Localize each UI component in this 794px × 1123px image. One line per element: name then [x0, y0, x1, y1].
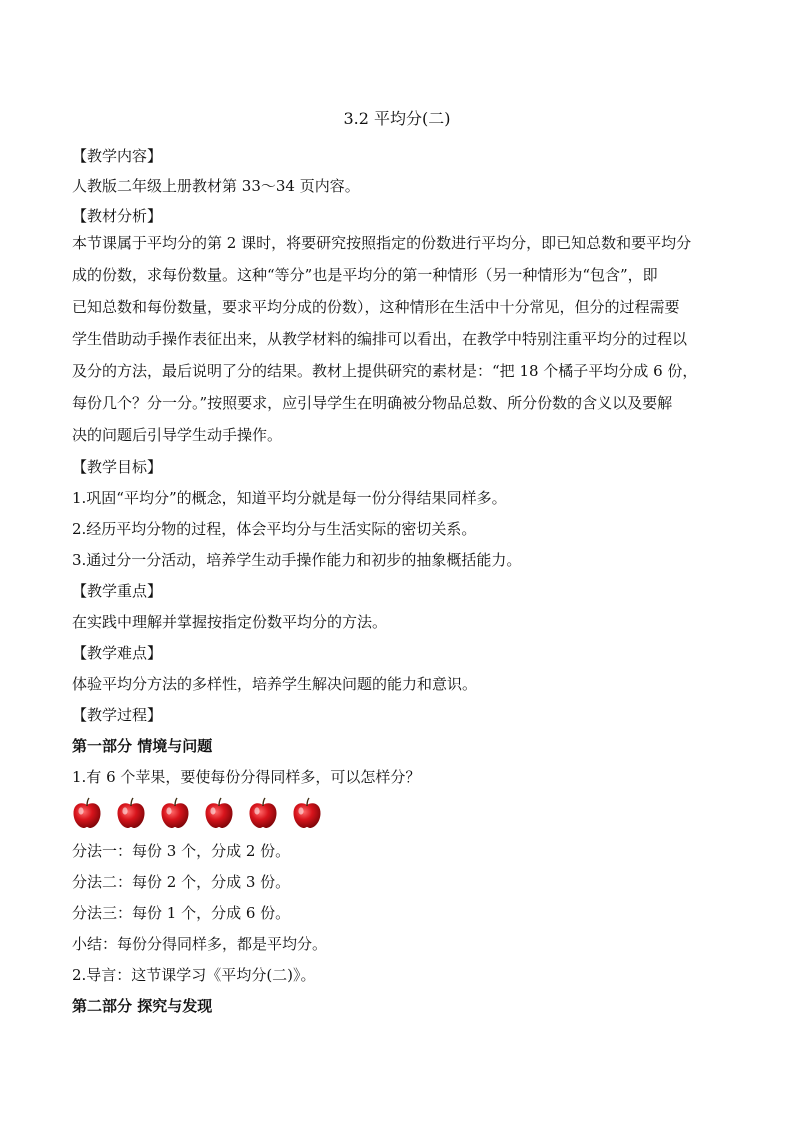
analysis-line: 学生借助动手操作表征出来，从教学材料的编排可以看出，在教学中特别注重平均分的过程以: [72, 330, 688, 348]
difficulty-text: 体验平均分方法的多样性，培养学生解决问题的能力和意识。: [72, 675, 478, 693]
goal-item: 3.通过分一分活动，培养学生动手操作能力和初步的抽象概括能力。: [72, 551, 522, 569]
question-1: 1.有 6 个苹果，要使每份分得同样多，可以怎样分？: [72, 768, 421, 786]
analysis-line: 每份几个？分一分。”按照要求，应引导学生在明确被分物品总数、所分份数的含义以及要解: [72, 394, 673, 412]
analysis-line: 成的份数，求每份数量。这种“等分”也是平均分的第一种情形（另一种情形为“包含”，即: [72, 266, 658, 284]
apple-icon: [204, 797, 234, 829]
heading-process: 【教学过程】: [72, 706, 163, 724]
analysis-line: 本节课属于平均分的第 2 课时，将要研究按照指定的份数进行平均分，即已知总数和要平均分: [72, 234, 692, 252]
analysis-line: 决的问题后引导学生动手操作。: [72, 426, 283, 444]
goal-item: 2.经历平均分物的过程，体会平均分与生活实际的密切关系。: [72, 520, 477, 538]
heading-content: 【教学内容】: [72, 147, 163, 165]
apple-icon: [160, 797, 190, 829]
apple-icon: [292, 797, 322, 829]
heading-key: 【教学重点】: [72, 582, 163, 600]
method-item: 分法二：每份 2 个，分成 3 份。: [72, 873, 291, 891]
intro-text: 2.导言：这节课学习《平均分(二)》。: [72, 966, 316, 984]
goal-item: 1.巩固“平均分”的概念，知道平均分就是每一份分得结果同样多。: [72, 489, 507, 507]
apple-icon: [72, 797, 102, 829]
heading-analysis: 【教材分析】: [72, 207, 163, 225]
apple-icon: [248, 797, 278, 829]
analysis-line: 已知总数和每份数量，要求平均分成的份数），这种情形在生活中十分常见，但分的过程需要: [72, 298, 680, 316]
heading-difficulty: 【教学难点】: [72, 644, 163, 662]
page-title: 3.2 平均分(二): [343, 109, 451, 128]
method-item: 分法三：每份 1 个，分成 6 份。: [72, 904, 291, 922]
summary-text: 小结：每份分得同样多，都是平均分。: [72, 935, 328, 953]
key-text: 在实践中理解并掌握按指定份数平均分的方法。: [72, 613, 388, 631]
part1-heading: 第一部分 情境与问题: [72, 737, 213, 755]
method-item: 分法一：每份 3 个，分成 2 份。: [72, 842, 291, 860]
part2-heading: 第二部分 探究与发现: [72, 997, 213, 1015]
heading-goals: 【教学目标】: [72, 458, 163, 476]
analysis-line: 及分的方法，最后说明了分的结果。教材上提供研究的素材是：“把 18 个橘子平均分成 6 份，: [72, 362, 698, 380]
apple-icon: [116, 797, 146, 829]
apple-row: [72, 797, 322, 831]
content-text: 人教版二年级上册教材第 33～34 页内容。: [72, 177, 360, 195]
